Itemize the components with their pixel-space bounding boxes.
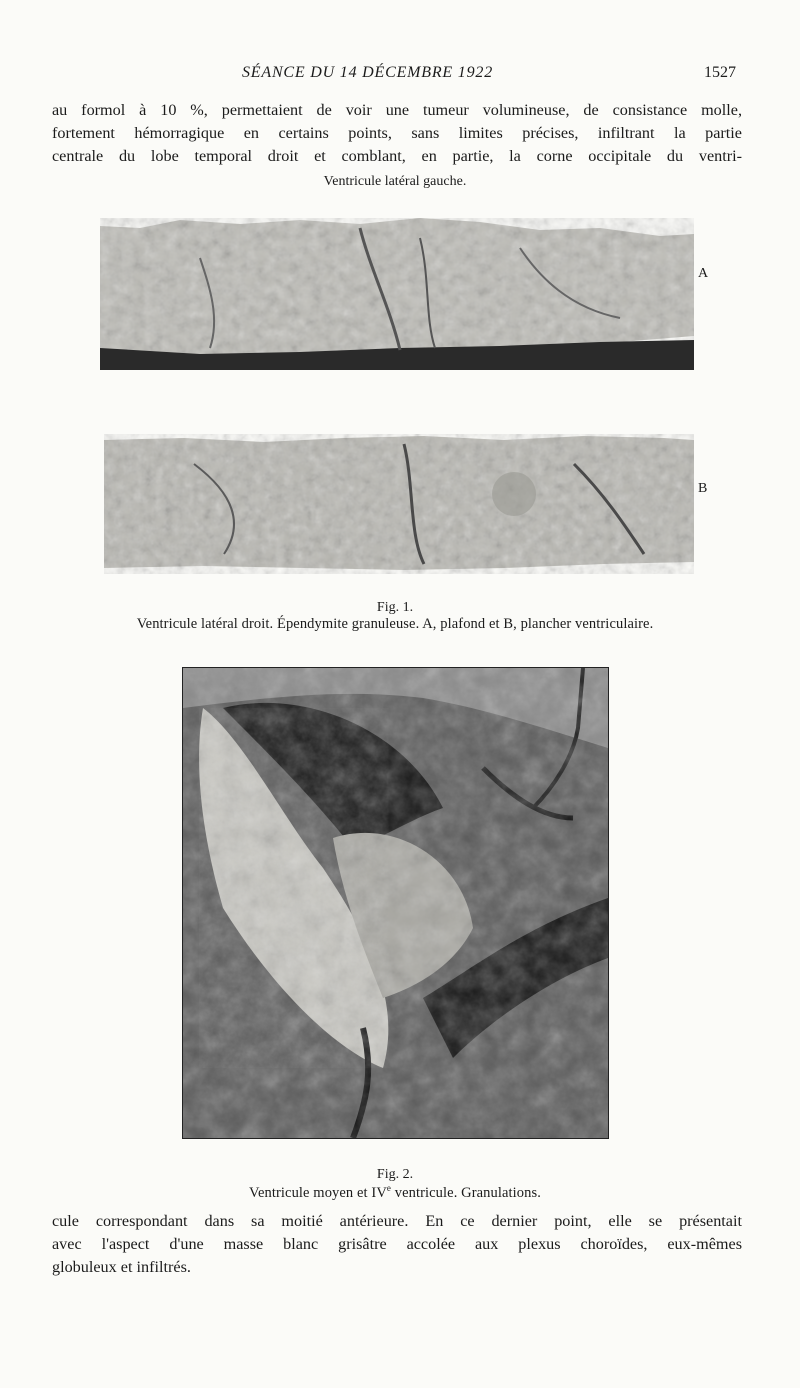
figure2-number: Fig. 2.	[376, 1167, 414, 1182]
figure2-photograph	[182, 667, 609, 1139]
figure1-number: Fig. 1.	[376, 600, 414, 615]
paragraph-top	[52, 99, 742, 168]
text-line: globuleux et infiltrés.	[52, 1258, 191, 1276]
figure1-caption: Ventricule latéral droit. Épendymite granuleuse. A, plafond et B, plancher ventriculaire.	[136, 616, 654, 632]
figure2-caption-superscript: e	[386, 1183, 391, 1193]
text-line: centrale du lobe temporal droit et comblant, en partie, la corne occipitale du ventri-	[52, 147, 742, 165]
figure1-specimen-a	[100, 218, 694, 370]
figure2-caption-post: ventricule. Granulations.	[391, 1184, 541, 1201]
page-number: 1527	[704, 64, 736, 81]
figure1-top-label: Ventricule latéral gauche.	[323, 174, 467, 189]
figure2-caption	[0, 1183, 790, 1202]
running-header-title: SÉANCE DU 14 DÉCEMBRE 1922	[242, 64, 493, 81]
figure2-caption-pre: Ventricule moyen et IV	[249, 1184, 387, 1201]
text-line: avec l'aspect d'une masse blanc grisâtre accolée aux plexus choroïdes, eux-mêmes	[52, 1235, 742, 1253]
text-line: fortement hémorragique en certains points, sans limites précises, infiltrant la partie	[52, 124, 742, 142]
text-line: cule correspondant dans sa moitié antérieure. En ce dernier point, elle se présentait	[52, 1212, 742, 1230]
paragraph-bottom	[52, 1210, 742, 1279]
figure1-specimen-b	[104, 434, 694, 574]
figure1-label-b: B	[698, 481, 708, 496]
figure1-label-a: A	[698, 266, 709, 281]
text-line: au formol à 10 %, permettaient de voir une tumeur volumineuse, de consistance molle,	[52, 101, 742, 119]
